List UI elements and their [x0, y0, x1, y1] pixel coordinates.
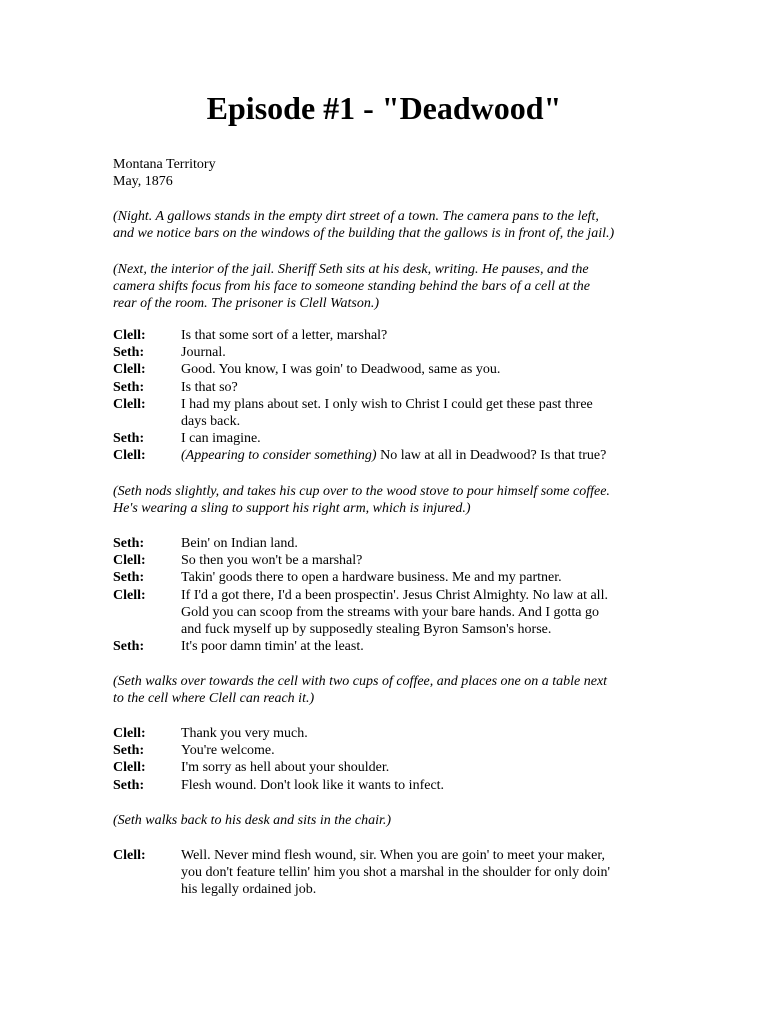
speaker-name: Seth:	[113, 536, 145, 551]
speaker-name: Clell:	[113, 760, 146, 776]
dialogue-text	[181, 396, 658, 430]
dialogue-row	[113, 430, 658, 447]
stage-direction	[113, 673, 658, 707]
dialogue-line: you don't feature tellin' him you shot a marshal in the shoulder for only doin'	[181, 865, 611, 881]
dialogue-row	[113, 587, 658, 639]
speaker-name: Clell:	[113, 362, 146, 378]
dialogue-row	[113, 742, 658, 759]
dialogue-text	[181, 742, 658, 759]
direction-line: (Seth walks back to his desk and sits in the chair.)	[113, 813, 392, 828]
dialogue-line: and fuck myself up by supposedly stealing Byron Samson's horse.	[181, 622, 552, 638]
speaker-name: Seth:	[113, 777, 145, 793]
dialogue-text	[181, 535, 658, 552]
speaker-name: Clell:	[113, 448, 146, 464]
speaker-name: Clell:	[113, 848, 146, 863]
dialogue-row	[113, 535, 658, 552]
dialogue-line: Is that some sort of a letter, marshal?	[181, 328, 388, 343]
dialogue-row	[113, 344, 658, 361]
dialogue-row	[113, 777, 658, 794]
speaker-name: Seth:	[113, 345, 145, 361]
dialogue-line: Flesh wound. Don't look like it wants to infect.	[181, 777, 445, 793]
dialogue-row	[113, 379, 658, 396]
dialogue-row	[113, 638, 658, 655]
speaker-name: Clell:	[113, 587, 146, 603]
dialogue-line: I can imagine.	[181, 431, 261, 447]
dialogue-line	[181, 447, 658, 464]
setting-block	[113, 156, 658, 190]
speaker-name: Clell:	[113, 553, 146, 569]
direction-line: He's wearing a sling to support his right arm, which is injured.)	[113, 501, 471, 517]
dialogue-text	[181, 552, 658, 569]
dialogue-line: Is that so?	[181, 379, 238, 395]
dialogue-text	[181, 447, 658, 464]
direction-line: (Seth walks over towards the cell with two cups of coffee, and places one on a table next	[113, 674, 608, 689]
dialogue-line: days back.	[181, 414, 241, 430]
dialogue-text	[181, 430, 658, 447]
stage-direction	[113, 483, 658, 517]
dialogue-row	[113, 361, 658, 378]
page-title: Episode #1 - "Deadwood"	[206, 90, 562, 126]
dialogue-line: I'm sorry as hell about your shoulder.	[181, 760, 390, 776]
dialogue-block	[113, 327, 658, 465]
dialogue-text	[181, 847, 658, 899]
dialogue-text	[181, 638, 658, 655]
dialogue-block	[113, 847, 658, 899]
dialogue-row	[113, 552, 658, 569]
speaker-name: Clell:	[113, 726, 146, 741]
dialogue-row	[113, 327, 658, 344]
dialogue-row	[113, 447, 658, 464]
dialogue-row	[113, 569, 658, 586]
speaker-name: Seth:	[113, 570, 145, 586]
dialogue-line: Well. Never mind flesh wound, sir. When you are goin' to meet your maker,	[181, 848, 605, 863]
dialogue-line: Good. You know, I was goin' to Deadwood, same as you.	[181, 362, 501, 378]
dialogue-text	[181, 327, 658, 344]
dialogue-text	[181, 361, 658, 378]
dialogue-text	[181, 725, 658, 742]
dialogue-text	[181, 344, 658, 361]
dialogue-text	[181, 759, 658, 776]
direction-line: to the cell where Clell can reach it.)	[113, 691, 315, 707]
direction-line: and we notice bars on the windows of the building that the gallows is in front of, the jail.)	[113, 226, 615, 242]
dialogue-line: If I'd a got there, I'd a been prospectin'. Jesus Christ Almighty. No law at all.	[181, 587, 608, 603]
parenthetical: (Appearing to consider something)	[181, 448, 377, 464]
direction-line: (Seth nods slightly, and takes his cup over to the wood stove to pour himself some coffee.	[113, 484, 610, 499]
dialogue-line: Gold you can scoop from the streams with your bare hands. And I gotta go	[181, 604, 599, 620]
stage-direction	[113, 208, 658, 242]
dialogue-row	[113, 396, 658, 430]
speaker-name: Clell:	[113, 328, 146, 343]
direction-line: camera shifts focus from his face to someone standing behind the bars of a cell at the	[113, 279, 590, 295]
dialogue-block	[113, 535, 658, 655]
dialogue-line: It's poor damn timin' at the least.	[181, 639, 364, 655]
dialogue-text	[181, 587, 658, 639]
dialogue-text	[181, 379, 658, 396]
dialogue-line-text: No law at all in Deadwood? Is that true?	[376, 448, 607, 464]
setting-date: May, 1876	[113, 174, 173, 190]
direction-line: (Next, the interior of the jail. Sheriff Seth sits at his desk, writing. He pauses, and the	[113, 262, 589, 277]
dialogue-row	[113, 725, 658, 742]
dialogue-row	[113, 759, 658, 776]
speaker-name: Seth:	[113, 639, 145, 655]
dialogue-line: Journal.	[181, 345, 226, 361]
dialogue-text	[181, 569, 658, 586]
direction-line: (Night. A gallows stands in the empty dirt street of a town. The camera pans to the left,	[113, 209, 599, 224]
dialogue-line: Thank you very much.	[181, 726, 308, 741]
dialogue-line: his legally ordained job.	[181, 882, 317, 898]
dialogue-line: You're welcome.	[181, 743, 275, 759]
dialogue-line: So then you won't be a marshal?	[181, 553, 363, 569]
speaker-name: Clell:	[113, 396, 146, 412]
dialogue-block	[113, 725, 658, 794]
speaker-name: Seth:	[113, 743, 145, 759]
stage-direction	[113, 812, 658, 829]
dialogue-line: Takin' goods there to open a hardware business. Me and my partner.	[181, 570, 562, 586]
stage-direction	[113, 261, 658, 313]
speaker-name: Seth:	[113, 431, 145, 447]
dialogue-line: I had my plans about set. I only wish to Christ I could get these past three	[181, 396, 593, 412]
setting-location: Montana Territory	[113, 157, 216, 172]
dialogue-text	[181, 777, 658, 794]
dialogue-line: Bein' on Indian land.	[181, 536, 298, 551]
speaker-name: Seth:	[113, 379, 145, 395]
direction-line: rear of the room. The prisoner is Clell Watson.)	[113, 296, 380, 312]
dialogue-row	[113, 847, 658, 899]
